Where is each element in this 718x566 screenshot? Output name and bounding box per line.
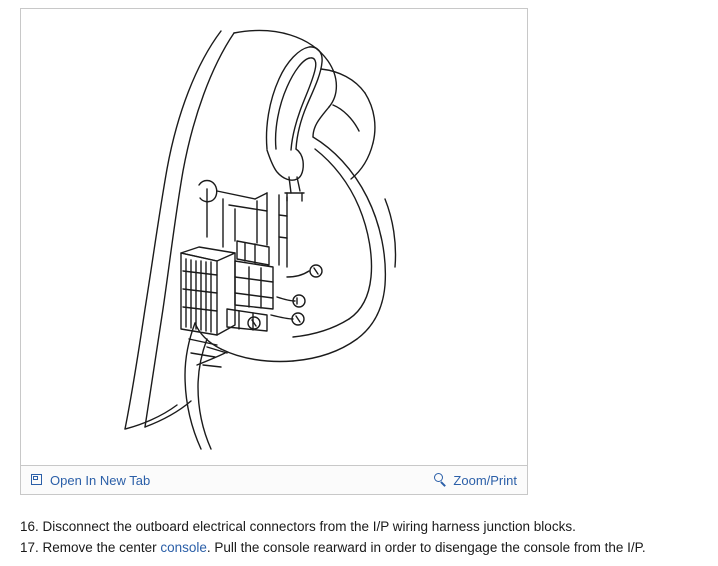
zoom-print-label: Zoom/Print	[453, 472, 517, 488]
zoom-print-button[interactable]	[434, 466, 517, 494]
open-in-new-tab-icon	[31, 474, 44, 487]
figure-toolbar	[21, 465, 527, 494]
open-in-new-tab-button[interactable]	[31, 466, 150, 494]
console-link[interactable]: console	[160, 540, 207, 555]
magnifier-icon	[434, 473, 448, 487]
figure-card	[20, 8, 528, 495]
step-number: 16.	[20, 519, 39, 534]
instrument-panel-line-drawing	[21, 9, 527, 465]
step-text-after-link: . Pull the console rearward in order to disengage the console from the I/P.	[206, 540, 646, 555]
step-number: 17.	[20, 540, 39, 555]
step-item	[20, 516, 700, 537]
page-right-gutter	[710, 0, 718, 566]
step-item	[20, 537, 700, 558]
instruction-steps	[20, 516, 700, 558]
open-in-new-tab-label: Open In New Tab	[50, 472, 151, 488]
step-text-before-link: Remove the center	[42, 540, 161, 555]
figure-image[interactable]	[21, 9, 527, 465]
step-text: Disconnect the outboard electrical connectors from the I/P wiring harness junction blocks.	[42, 519, 576, 534]
